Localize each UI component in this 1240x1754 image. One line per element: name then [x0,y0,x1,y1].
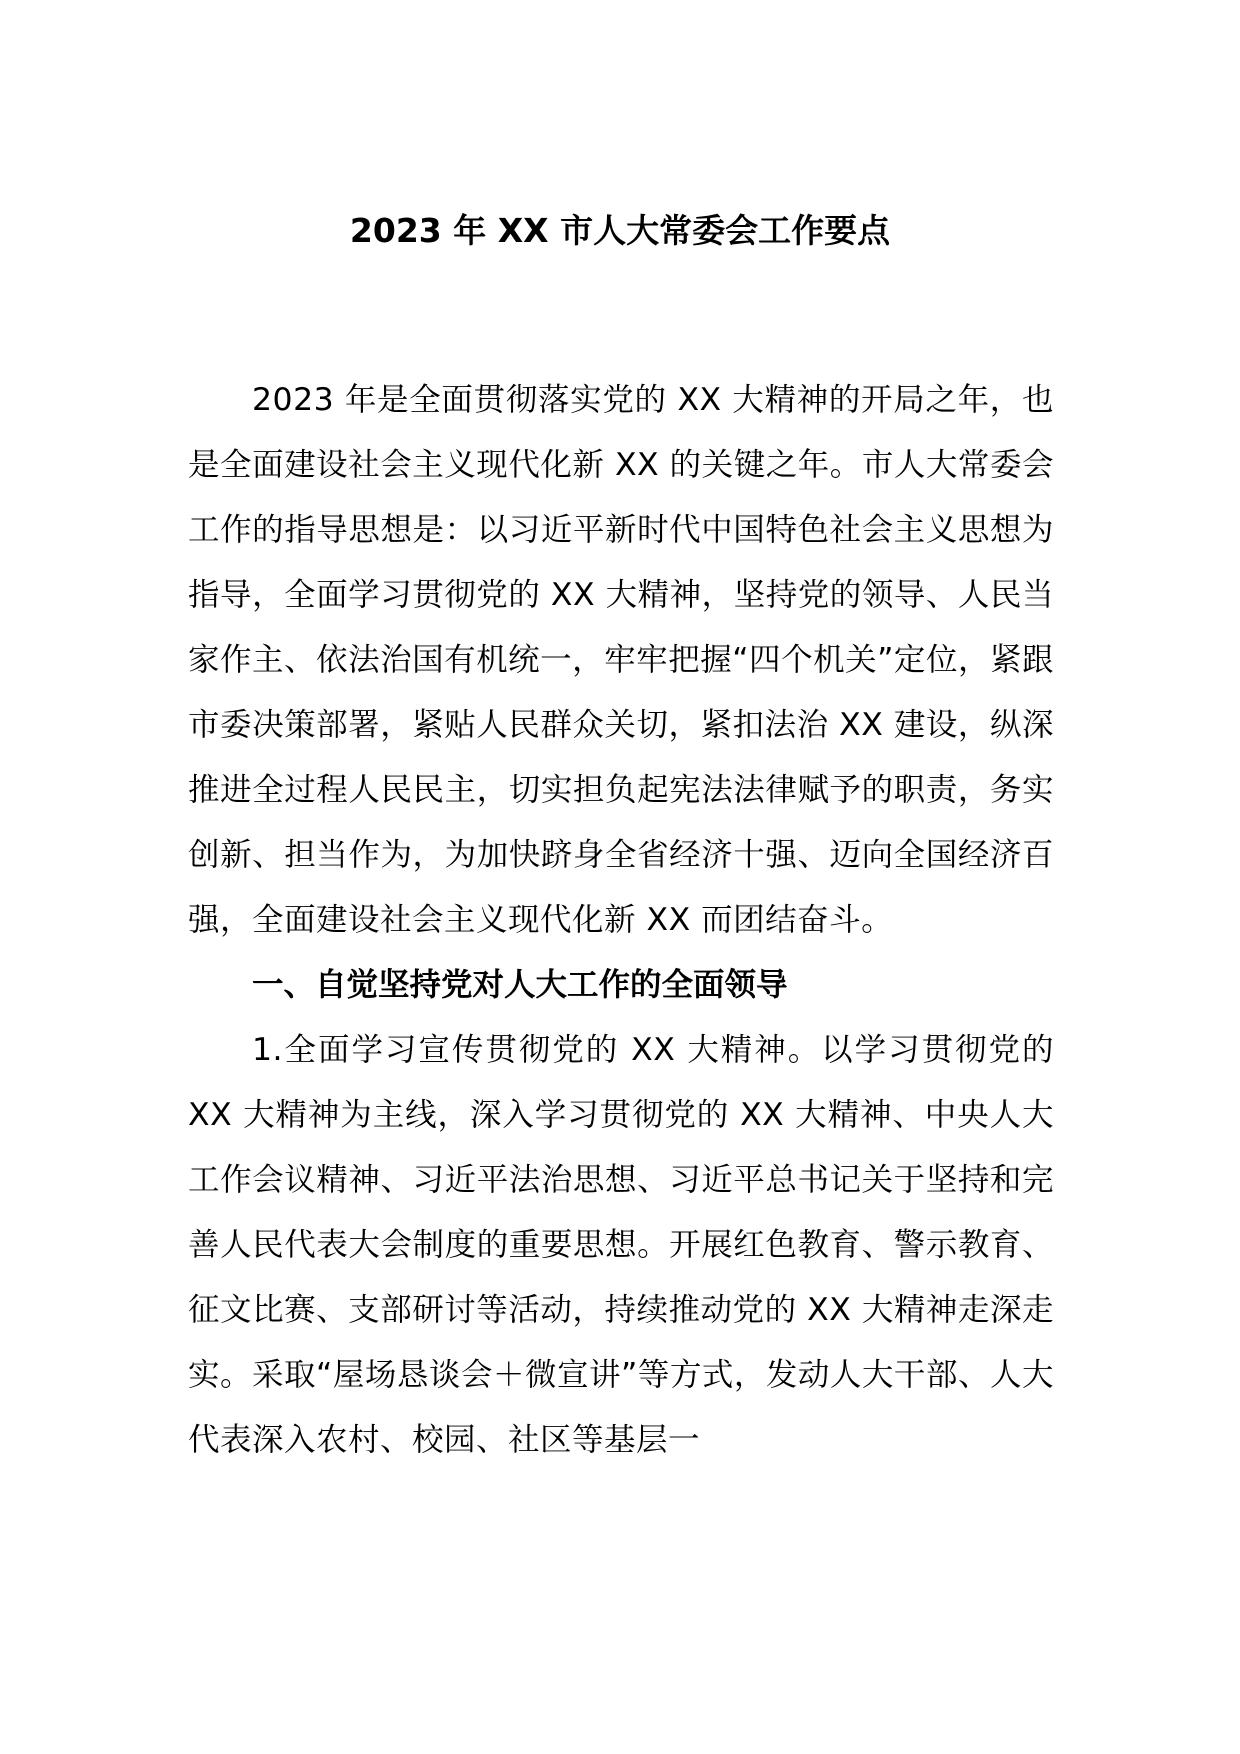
intro-paragraph: 2023 年是全面贯彻落实党的 XX 大精神的开局之年，也是全面建设社会主义现代化新 XX 的关键之年。市人大常委会工作的指导思想是：以习近平新时代中国特色社会主义思想为指导，全面学习贯彻党的 XX 大精神，坚持党的领导、人民当家作主、依法治国有机统一，牢牢把握“四个机关”定位，紧跟市委决策部署，紧贴人民群众关切，紧扣法治 XX 建设，纵深推进全过程人民民主，切实担负起宪法法律赋予的职责，务实创新、担当作为，为加快跻身全省经济十强、迈向全国经济百强，全面建设社会主义现代化新 XX 而团结奋斗。 [188,382,1054,938]
section-heading: 一、自觉坚持党对人大工作的全面领导 [252,967,788,1003]
item-paragraph: 1.全面学习宣传贯彻党的 XX 大精神。以学习贯彻党的 XX 大精神为主线，深入学习贯彻党的 XX 大精神、中央人大工作会议精神、习近平法治思想、习近平总书记关于坚持和完善人民代表大会制度的重要思想。开展红色教育、警示教育、征文比赛、支部研讨等活动，持续推动党的 XX 大精神走深走实。采取“屋场恳谈会＋微宣讲”等方式，发动人大干部、人大代表深入农村、校园、社区等基层一 [188,1032,1054,1458]
document-body [188,368,1054,1473]
document-title: 2023 年 XX 市人大常委会工作要点 [349,211,891,250]
